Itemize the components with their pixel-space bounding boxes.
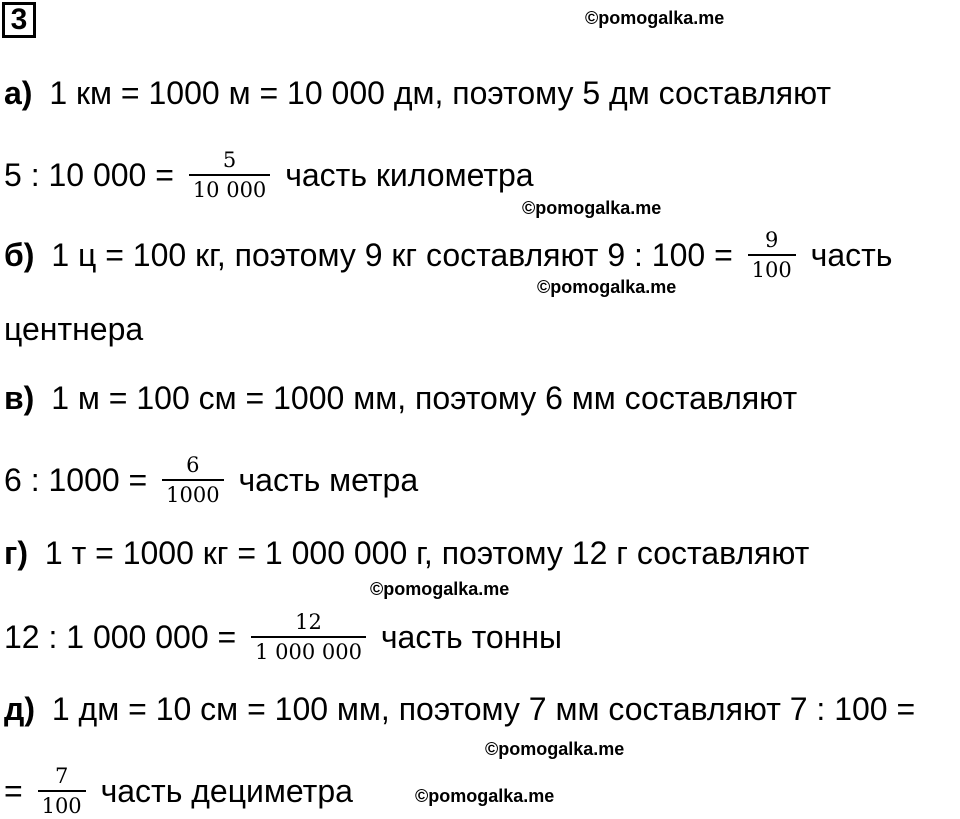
item-a-fraction bbox=[189, 148, 270, 202]
item-v-expression: 6 : 1000 = bbox=[4, 462, 157, 498]
item-b-label: б) bbox=[4, 237, 35, 273]
item-v-line-2 bbox=[4, 453, 418, 507]
item-d-line-2 bbox=[4, 764, 353, 818]
item-b-fraction bbox=[748, 228, 796, 282]
fraction-numerator: 12 bbox=[295, 610, 322, 634]
item-v-fraction bbox=[162, 453, 223, 507]
watermark: ©pomogalka.me bbox=[537, 277, 677, 297]
watermark: ©pomogalka.me bbox=[585, 8, 725, 28]
fraction-denominator: 1000 bbox=[162, 479, 223, 507]
item-a-label: а) bbox=[4, 75, 33, 111]
item-b-result: часть bbox=[801, 237, 893, 273]
item-g-text: 1 т = 1000 кг = 1 000 000 г, поэтому 12 г составляют bbox=[35, 535, 810, 571]
item-d-line-1 bbox=[4, 689, 915, 729]
fraction-numerator: 5 bbox=[222, 148, 237, 172]
item-v-label: в) bbox=[4, 380, 35, 416]
fraction-numerator: 9 bbox=[765, 228, 779, 252]
item-d-label: д) bbox=[4, 691, 35, 727]
item-g-result: часть тонны bbox=[371, 619, 562, 655]
item-g-line-1 bbox=[4, 533, 809, 573]
item-b-continuation: центнера bbox=[4, 311, 144, 347]
fraction-numerator: 7 bbox=[54, 764, 69, 788]
item-d-result: часть дециметра bbox=[91, 773, 353, 809]
item-b-line-1 bbox=[4, 228, 892, 282]
item-a-result: часть километра bbox=[276, 157, 534, 193]
item-g-line-2 bbox=[4, 610, 562, 664]
item-v-result: часть метра bbox=[229, 462, 419, 498]
task-number: 3 bbox=[2, 2, 36, 38]
item-v-line-1 bbox=[4, 378, 797, 418]
watermark: ©pomogalka.me bbox=[415, 786, 555, 806]
item-g-fraction bbox=[251, 610, 366, 664]
item-a-line-1 bbox=[4, 73, 831, 113]
watermark: ©pomogalka.me bbox=[522, 198, 662, 218]
item-d-text: 1 дм = 10 см = 100 мм, поэтому 7 мм составляют 7 : 100 = bbox=[42, 691, 916, 727]
item-g-label: г) bbox=[4, 535, 28, 571]
fraction-denominator: 10 000 bbox=[189, 174, 270, 202]
item-d-expression: = bbox=[4, 773, 32, 809]
item-g-expression: 12 : 1 000 000 = bbox=[4, 619, 246, 655]
item-b-line-2 bbox=[4, 309, 143, 349]
item-a-text: 1 км = 1000 м = 10 000 дм, поэтому 5 дм составляют bbox=[40, 75, 832, 111]
watermark: ©pomogalka.me bbox=[370, 579, 510, 599]
fraction-denominator: 1 000 000 bbox=[251, 636, 366, 664]
item-a-line-2 bbox=[4, 148, 534, 202]
item-d-fraction bbox=[38, 764, 86, 818]
watermark: ©pomogalka.me bbox=[485, 739, 625, 759]
fraction-denominator: 100 bbox=[748, 254, 796, 282]
item-b-text: 1 ц = 100 кг, поэтому 9 кг составляют 9 : 100 = bbox=[42, 237, 742, 273]
fraction-numerator: 6 bbox=[186, 453, 200, 477]
item-v-text: 1 м = 100 см = 1000 мм, поэтому 6 мм составляют bbox=[42, 380, 798, 416]
item-a-expression: 5 : 10 000 = bbox=[4, 157, 183, 193]
fraction-denominator: 100 bbox=[38, 790, 86, 818]
